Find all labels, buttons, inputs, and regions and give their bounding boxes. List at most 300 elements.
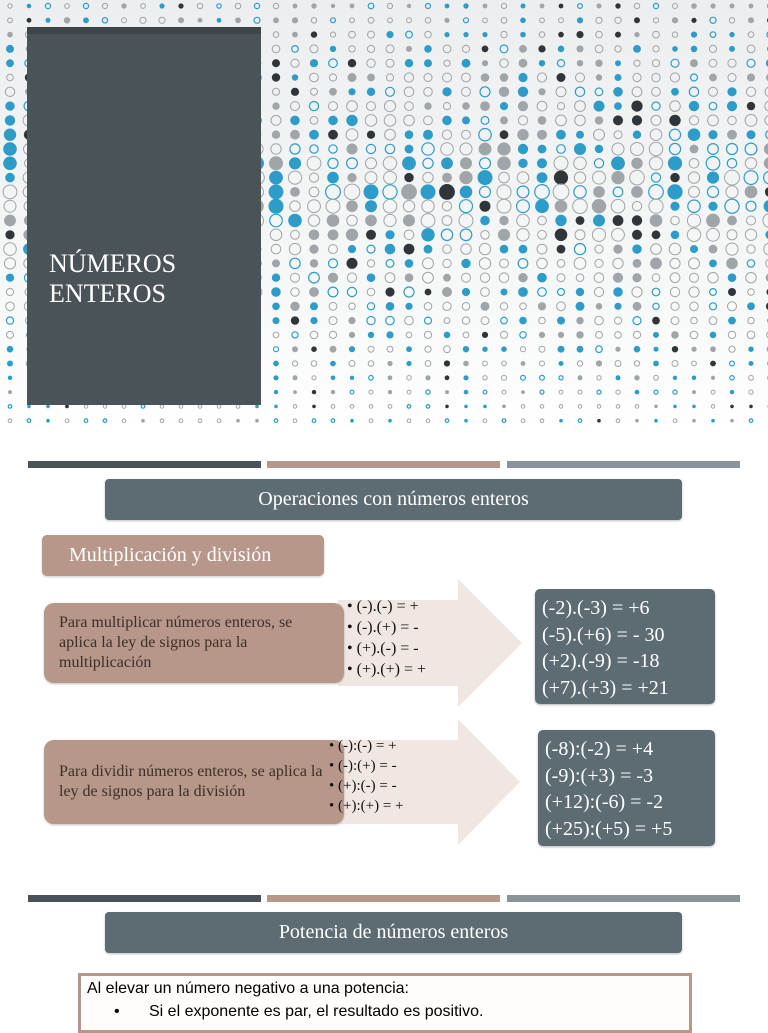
dot xyxy=(368,346,374,352)
dot xyxy=(539,317,546,324)
dot xyxy=(632,115,642,125)
dot xyxy=(498,229,510,241)
dot xyxy=(672,32,677,37)
dot xyxy=(328,116,338,126)
dot xyxy=(745,229,756,240)
dot xyxy=(672,46,678,52)
dot xyxy=(710,332,717,339)
dot xyxy=(631,101,642,112)
dot xyxy=(592,199,606,213)
dot xyxy=(462,73,471,82)
dot xyxy=(442,116,452,126)
dot xyxy=(46,405,50,409)
list-item: • (-):(-) = + xyxy=(329,736,404,756)
dot xyxy=(613,258,623,268)
dot xyxy=(331,419,335,423)
dot xyxy=(749,390,753,394)
dot xyxy=(141,4,146,9)
dot xyxy=(425,31,432,38)
dot xyxy=(443,302,451,310)
dot xyxy=(500,45,508,53)
dot xyxy=(596,332,603,339)
dot xyxy=(310,59,318,67)
dot xyxy=(671,231,680,240)
dot xyxy=(730,4,735,9)
dot xyxy=(442,87,451,96)
dot xyxy=(443,259,451,267)
dot xyxy=(83,3,88,8)
dot xyxy=(519,59,528,68)
dot xyxy=(273,317,280,324)
dot xyxy=(688,128,701,141)
dot xyxy=(653,31,660,38)
dot xyxy=(387,3,392,8)
dot xyxy=(178,17,184,23)
dot xyxy=(367,303,374,310)
dot xyxy=(331,376,336,381)
dot xyxy=(5,101,14,110)
dot xyxy=(462,317,469,324)
dot xyxy=(269,185,284,200)
dot xyxy=(402,156,416,170)
dot xyxy=(520,303,527,310)
dot xyxy=(671,216,680,225)
dot xyxy=(160,419,164,423)
dot xyxy=(6,45,14,53)
dot xyxy=(611,171,624,184)
multiplication-sign-list xyxy=(347,596,426,680)
dot xyxy=(710,32,716,38)
dot xyxy=(745,143,757,155)
dot xyxy=(347,287,356,296)
dot xyxy=(654,375,659,380)
dot xyxy=(654,390,658,394)
dot xyxy=(690,145,699,154)
dot xyxy=(308,215,319,226)
dot xyxy=(652,317,660,325)
divider-bar-gray xyxy=(507,895,740,902)
dot xyxy=(501,289,508,296)
dot xyxy=(310,73,319,82)
dot xyxy=(615,17,621,23)
dot xyxy=(443,274,451,282)
dot xyxy=(272,274,280,282)
dot xyxy=(651,115,661,125)
dot xyxy=(597,4,602,9)
dot xyxy=(574,157,587,170)
dot xyxy=(687,228,700,241)
dot xyxy=(292,46,299,53)
dot xyxy=(367,59,375,67)
section-header: Operaciones con números enteros xyxy=(105,479,682,520)
dot xyxy=(690,331,698,339)
divider-bar-gray xyxy=(507,461,740,468)
dot xyxy=(290,258,300,268)
dot xyxy=(707,228,720,241)
dot xyxy=(421,184,436,199)
dot xyxy=(749,4,754,9)
dot xyxy=(635,419,639,423)
dot xyxy=(8,18,13,23)
dot xyxy=(405,59,413,67)
dot xyxy=(501,346,507,352)
dot xyxy=(274,405,278,409)
dot xyxy=(518,159,527,168)
dot xyxy=(615,74,622,81)
dot xyxy=(613,215,624,226)
dot xyxy=(728,116,737,125)
dot xyxy=(445,419,449,423)
dot xyxy=(518,287,528,297)
dot xyxy=(649,142,662,155)
dot xyxy=(730,361,735,366)
division-rule-text: Para dividir números enteros, se aplica la ley de signos para la división xyxy=(59,762,334,802)
dot xyxy=(6,274,14,282)
dot xyxy=(631,158,642,169)
dot xyxy=(3,185,17,199)
dot xyxy=(367,288,375,296)
dot xyxy=(45,3,50,8)
dot xyxy=(4,215,16,227)
dot xyxy=(538,230,547,239)
dot xyxy=(236,405,240,409)
dot xyxy=(311,88,318,95)
dot xyxy=(309,287,319,297)
dot xyxy=(649,157,662,170)
dot xyxy=(327,214,340,227)
example-line: (-8):(-2) = +4 xyxy=(545,736,715,763)
dot xyxy=(499,172,510,183)
dot xyxy=(387,346,393,352)
dot xyxy=(631,186,643,198)
dot xyxy=(559,376,563,380)
dot xyxy=(444,332,451,339)
dot xyxy=(482,32,487,37)
dot xyxy=(386,331,393,338)
dot xyxy=(348,317,355,324)
dot xyxy=(729,32,734,37)
dot xyxy=(691,46,698,53)
dot xyxy=(746,273,756,283)
dot xyxy=(709,87,718,96)
dot xyxy=(6,302,15,311)
dot xyxy=(709,245,718,254)
dot xyxy=(347,258,358,269)
dot xyxy=(463,3,468,8)
dot xyxy=(595,145,603,153)
dot xyxy=(670,287,679,296)
dot xyxy=(483,18,488,23)
dot xyxy=(576,302,585,311)
dot xyxy=(651,173,660,182)
dot xyxy=(272,73,280,81)
slide-divider-bars xyxy=(28,895,740,902)
dot xyxy=(555,200,568,213)
title-line-1: NÚMEROS xyxy=(49,249,176,279)
dot xyxy=(747,302,755,310)
dot xyxy=(8,376,12,380)
dot xyxy=(425,289,432,296)
dot xyxy=(576,73,585,82)
dot xyxy=(728,273,737,282)
dot xyxy=(367,74,375,82)
dot xyxy=(405,273,414,282)
dot xyxy=(8,419,12,423)
dot xyxy=(578,405,582,409)
dot xyxy=(347,144,358,155)
dot xyxy=(367,273,376,282)
dot xyxy=(122,405,126,409)
dot xyxy=(159,3,164,8)
dot xyxy=(557,317,565,325)
dot xyxy=(5,173,15,183)
dot xyxy=(347,158,358,169)
dot xyxy=(502,361,507,366)
dot xyxy=(217,4,221,8)
dot xyxy=(615,46,621,52)
dot xyxy=(385,244,396,255)
dot xyxy=(557,60,564,67)
dot xyxy=(102,3,107,8)
dot xyxy=(595,45,603,53)
dot xyxy=(405,316,414,325)
dot xyxy=(462,116,470,124)
dot xyxy=(649,185,664,200)
dot xyxy=(84,405,88,409)
dot xyxy=(537,130,547,140)
dot xyxy=(577,45,584,52)
dot xyxy=(653,18,658,23)
dot xyxy=(537,158,547,168)
dot xyxy=(708,273,718,283)
divider-bar-dark xyxy=(28,461,261,468)
dot xyxy=(518,73,527,82)
dot xyxy=(442,216,452,226)
dot xyxy=(672,346,678,352)
dot xyxy=(538,88,545,95)
dot xyxy=(350,4,355,9)
dot xyxy=(691,31,697,37)
dot xyxy=(595,60,602,67)
dot xyxy=(537,273,547,283)
dot xyxy=(725,170,740,185)
dot xyxy=(350,18,355,23)
dot xyxy=(479,143,492,156)
dot xyxy=(632,230,642,240)
division-rule-box xyxy=(44,740,344,824)
dot xyxy=(406,46,412,52)
dot xyxy=(671,302,679,310)
dot xyxy=(424,303,432,311)
dot xyxy=(615,60,621,66)
multiplication-rule-box xyxy=(44,603,344,683)
dot xyxy=(594,101,605,112)
dot xyxy=(519,317,527,325)
dot xyxy=(540,375,545,380)
dot xyxy=(744,171,758,185)
dot xyxy=(483,361,488,366)
dot xyxy=(501,317,508,324)
dot xyxy=(459,214,473,228)
dot xyxy=(386,302,395,311)
dot xyxy=(480,158,491,169)
dot xyxy=(614,303,621,310)
dot xyxy=(463,332,469,338)
dot xyxy=(291,102,300,111)
dot xyxy=(272,45,280,53)
dot xyxy=(502,390,506,394)
dot xyxy=(365,200,377,212)
dot xyxy=(460,186,473,199)
dot xyxy=(612,143,624,155)
dot xyxy=(576,331,583,338)
dot xyxy=(633,45,641,53)
dot xyxy=(631,143,644,156)
dot xyxy=(254,17,260,23)
dot xyxy=(595,245,603,253)
dot xyxy=(517,214,530,227)
dot xyxy=(235,17,241,23)
division-examples-box xyxy=(538,730,715,846)
dot xyxy=(614,317,621,324)
dot xyxy=(426,4,431,9)
dot xyxy=(459,171,472,184)
dot xyxy=(291,316,299,324)
dot xyxy=(671,331,679,339)
dot xyxy=(444,346,451,353)
dot xyxy=(670,258,680,268)
dot xyxy=(653,46,659,52)
dot xyxy=(291,59,299,67)
dot xyxy=(405,145,414,154)
dot xyxy=(667,184,682,199)
dot xyxy=(653,3,658,8)
dot xyxy=(632,273,641,282)
dot xyxy=(293,405,297,409)
dot xyxy=(330,361,336,367)
dot xyxy=(368,361,374,367)
dot xyxy=(347,101,358,112)
dot xyxy=(611,156,625,170)
dot xyxy=(197,3,202,8)
dot xyxy=(329,245,338,254)
dot xyxy=(350,405,354,409)
title-line-2: ENTEROS xyxy=(49,279,176,309)
dot xyxy=(576,317,583,324)
dot xyxy=(348,88,355,95)
dot xyxy=(383,185,397,199)
dot xyxy=(497,185,511,199)
dot xyxy=(747,45,755,53)
dot xyxy=(368,3,374,9)
dot xyxy=(102,18,107,23)
dot xyxy=(423,130,433,140)
dot xyxy=(764,143,768,155)
dot xyxy=(310,317,317,324)
dot xyxy=(482,60,488,66)
dot xyxy=(673,376,677,380)
dot xyxy=(462,102,470,110)
dot xyxy=(480,201,491,212)
dot xyxy=(558,32,564,38)
dot xyxy=(559,390,563,394)
dot xyxy=(347,273,356,282)
dot xyxy=(462,288,470,296)
dot xyxy=(745,186,758,199)
dot xyxy=(483,419,487,423)
dot xyxy=(426,390,430,394)
dot xyxy=(692,419,696,423)
dot xyxy=(593,171,606,184)
dot xyxy=(650,258,662,270)
dot xyxy=(577,60,583,66)
dot xyxy=(388,405,392,409)
dot xyxy=(312,376,316,380)
dot xyxy=(272,303,280,311)
dot xyxy=(367,88,375,96)
dot xyxy=(670,202,679,211)
dot xyxy=(539,346,545,352)
dot xyxy=(711,376,715,380)
dot xyxy=(729,18,734,23)
dot xyxy=(670,101,681,112)
dot xyxy=(634,60,640,66)
dot xyxy=(634,375,639,380)
dot xyxy=(521,361,526,366)
dot xyxy=(349,46,355,52)
dot xyxy=(369,419,373,423)
dot xyxy=(519,245,528,254)
dot xyxy=(6,317,13,324)
dot xyxy=(198,405,202,409)
dot xyxy=(367,45,374,52)
dot xyxy=(425,317,432,324)
dot xyxy=(710,3,715,8)
list-item: • (+).(+) = + xyxy=(347,659,426,680)
list-item: • (+):(+) = + xyxy=(329,796,404,816)
dot xyxy=(596,17,602,23)
dot xyxy=(367,317,375,325)
dot xyxy=(729,346,735,352)
dot xyxy=(65,4,70,9)
dot xyxy=(404,73,413,82)
dot xyxy=(273,3,278,8)
dot xyxy=(726,258,738,270)
dot xyxy=(630,170,645,185)
dot xyxy=(481,288,490,297)
dot xyxy=(688,200,700,212)
dot xyxy=(443,245,452,254)
dot xyxy=(309,272,320,283)
dot xyxy=(329,102,338,111)
dot xyxy=(348,245,356,253)
dot xyxy=(634,32,639,37)
dot xyxy=(709,317,717,325)
dot xyxy=(597,390,601,394)
dot xyxy=(538,116,547,125)
dot xyxy=(499,273,509,283)
dot xyxy=(368,332,374,338)
dot xyxy=(728,331,735,338)
dot xyxy=(269,171,283,185)
dot xyxy=(576,274,584,282)
dot xyxy=(554,156,568,170)
dot xyxy=(764,243,768,255)
power-rules-box xyxy=(78,973,692,1033)
power-rule-even: Si el exponente es par, el resultado es positivo. xyxy=(117,1003,483,1020)
dot xyxy=(326,185,341,200)
dot xyxy=(331,390,335,394)
